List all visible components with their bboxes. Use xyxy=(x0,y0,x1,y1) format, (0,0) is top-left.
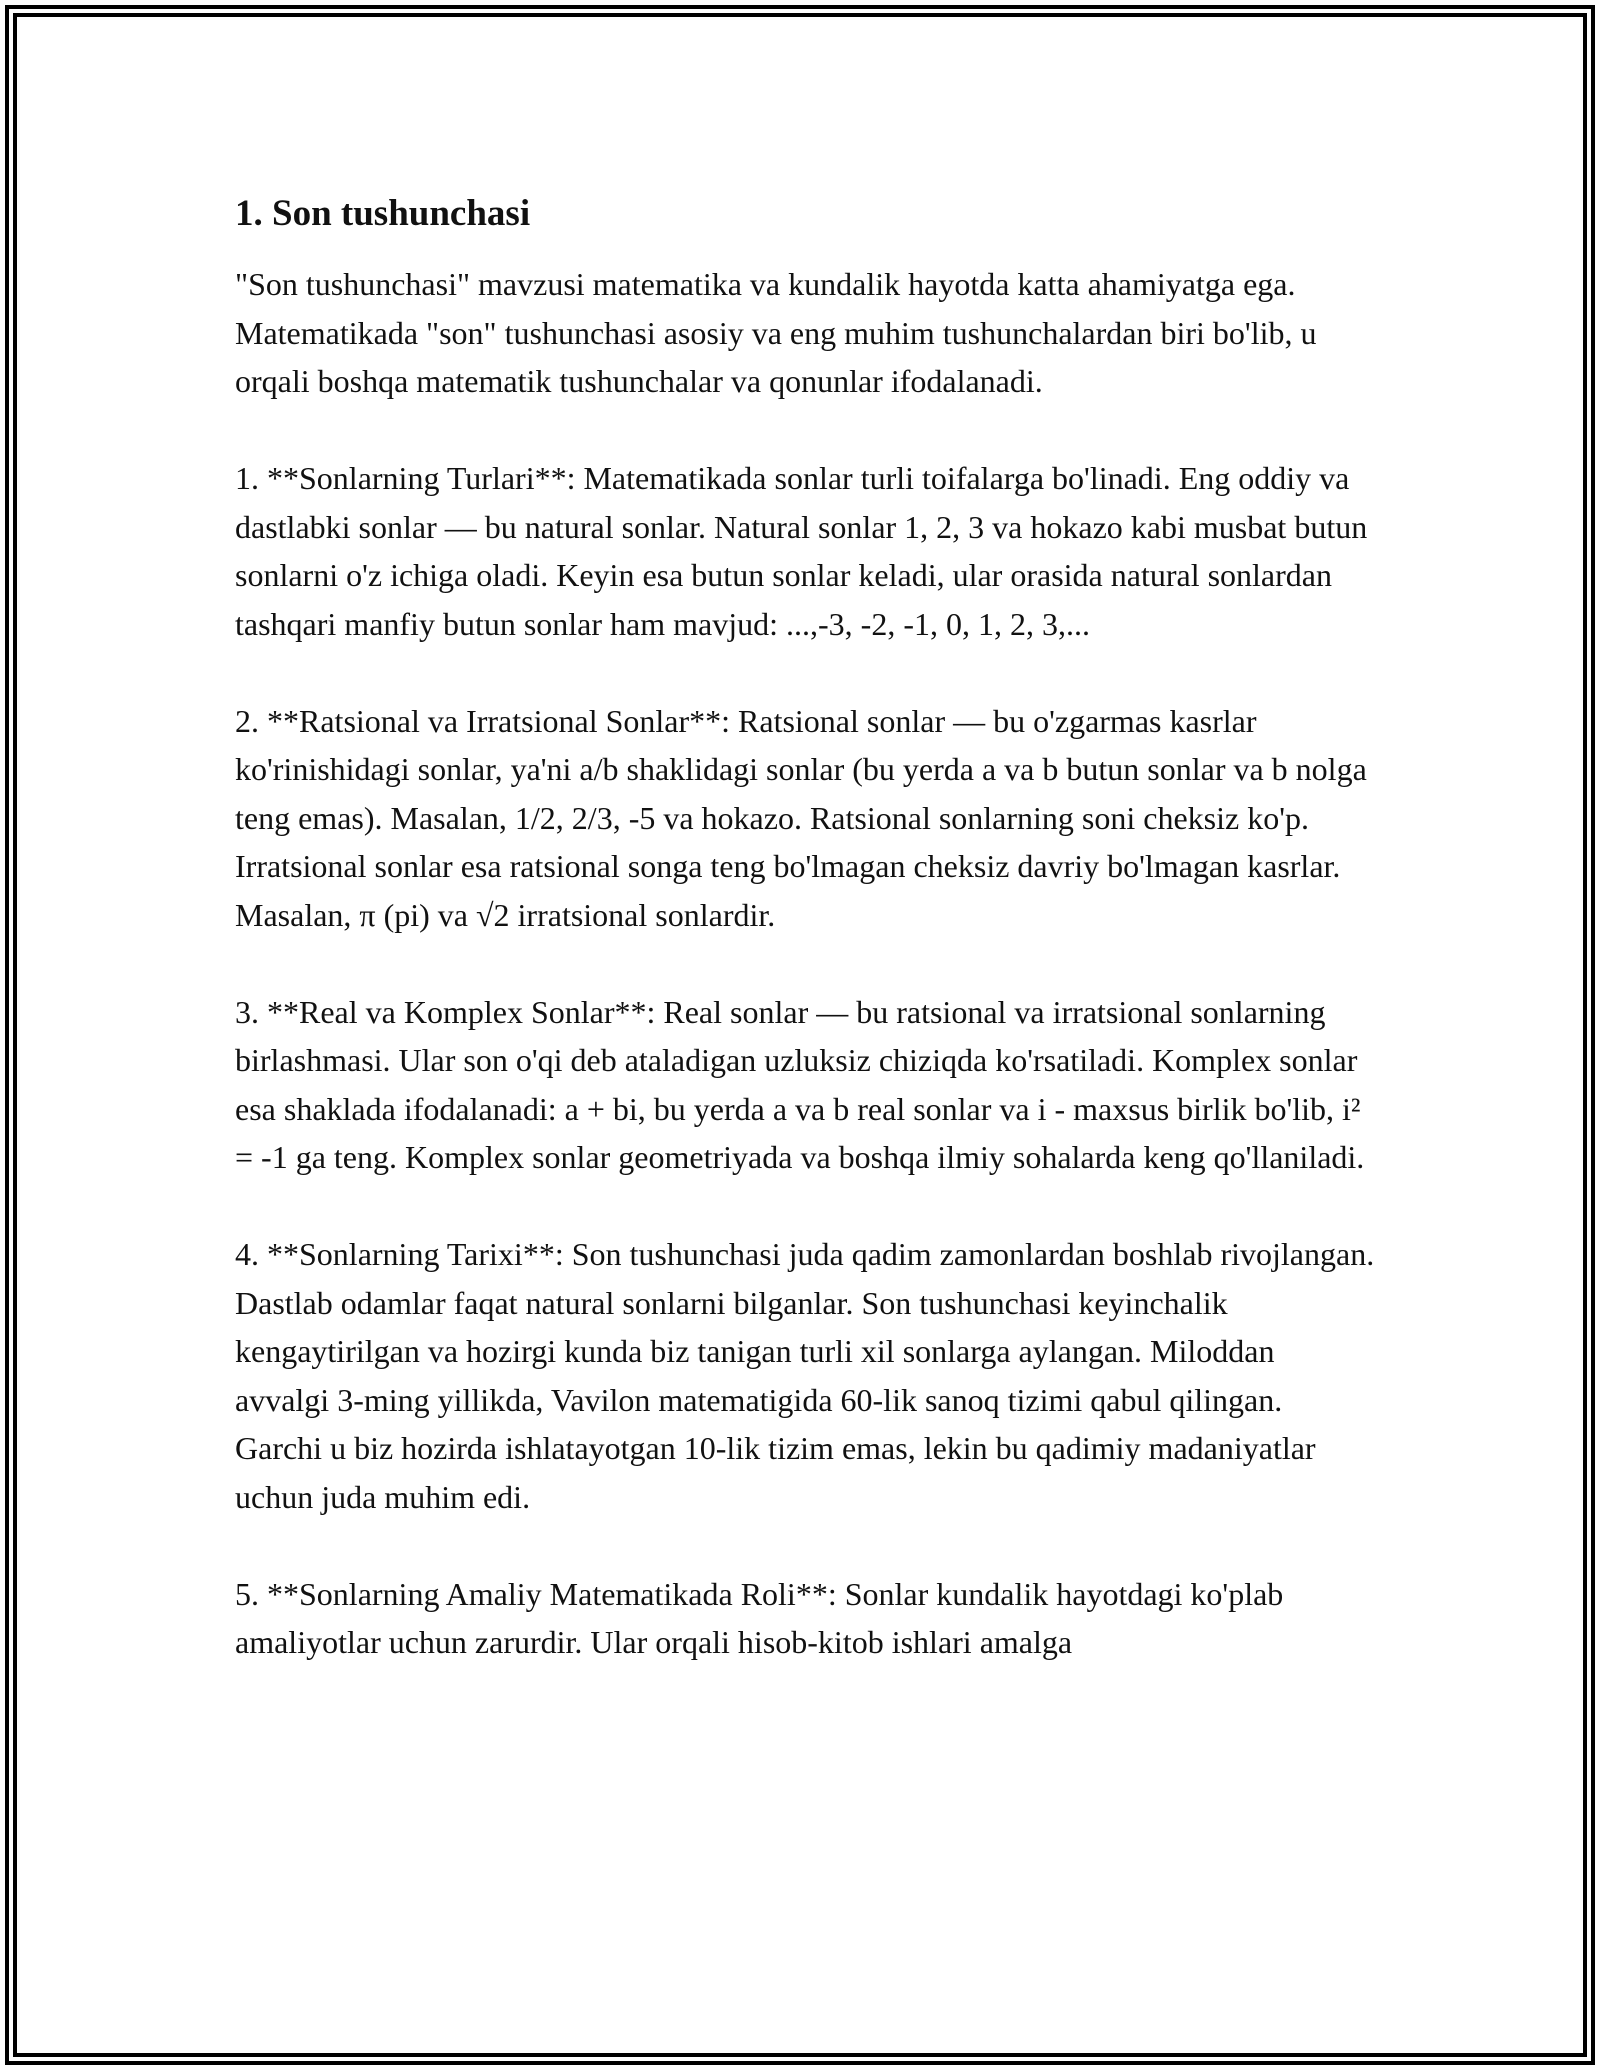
intro-paragraph: "Son tushunchasi" mavzusi matematika va kundalik hayotda katta ahamiyatga ega. Matematikada "son" tushunchasi asosiy va eng muhim tushunchalardan biri bo'lib, u orqali boshqa matematik tushunchalar va qonunlar ifodalanadi. xyxy=(235,266,1317,399)
paragraph-real-complex: 3. **Real va Komplex Sonlar**: Real sonlar — bu ratsional va irratsional sonlarning birlashmasi. Ular son o'qi deb ataladigan uzluksiz chiziqda ko'rsatiladi. Komplex sonlar esa shaklada ifodalanadi: a + bi, bu yerda a va b real sonlar va i - maxsus birlik bo'lib, i² = -1 ga teng. Komplex sonlar geometriyada va boshqa ilmiy sohalarda keng qo'llaniladi. xyxy=(235,993,1365,1175)
paragraph-rational-irrational: 2. **Ratsional va Irratsional Sonlar**: Ratsional sonlar — bu o'zgarmas kasrlar ko'rinishidagi sonlar, ya'ni a/b shaklidagi sonlar (bu yerda a va b butun sonlar va b nolga teng emas). Masalan, 1/2, 2/3, -5 va hokazo. Ratsional sonlarning soni cheksiz ko'p. Irratsional sonlar esa ratsional songa teng bo'lmagan cheksiz davriy bo'lmagan kasrlar. Masalan, π (pi) va √2 irratsional sonlardir. xyxy=(235,702,1367,933)
paragraph-history: 4. **Sonlarning Tarixi**: Son tushunchasi juda qadim zamonlardan boshlab rivojlangan. Dastlab odamlar faqat natural sonlarni bilganlar. Son tushunchasi keyinchalik kengaytirilgan va hozirgi kunda biz tanigan turli xil sonlarga aylangan. Miloddan avvalgi 3-ming yillikda, Vavilon matematigida 60-lik sanoq tizimi qabul qilingan. Garchi u biz hozirda ishlatayotgan 10-lik tizim emas, lekin bu qadimiy madaniyatlar uchun juda muhim edi. xyxy=(235,1236,1375,1515)
document-body xyxy=(235,190,1375,1667)
page-title: 1. Son tushunchasi xyxy=(235,193,531,234)
paragraph-applied-role: 5. **Sonlarning Amaliy Matematikada Roli**: Sonlar kundalik hayotdagi ko'plab amaliyotlar uchun zarurdir. Ular orqali hisob-kitob ishlari amalga xyxy=(235,1575,1284,1660)
paragraph-number-types: 1. **Sonlarning Turlari**: Matematikada sonlar turli toifalarga bo'linadi. Eng oddiy va dastlabki sonlar — bu natural sonlar. Natural sonlar 1, 2, 3 va hokazo kabi musbat butun sonlarni o'z ichiga oladi. Keyin esa butun sonlar keladi, ular orasida natural sonlardan tashqari manfiy butun sonlar ham mavjud: ...,-3, -2, -1, 0, 1, 2, 3,... xyxy=(235,460,1368,642)
